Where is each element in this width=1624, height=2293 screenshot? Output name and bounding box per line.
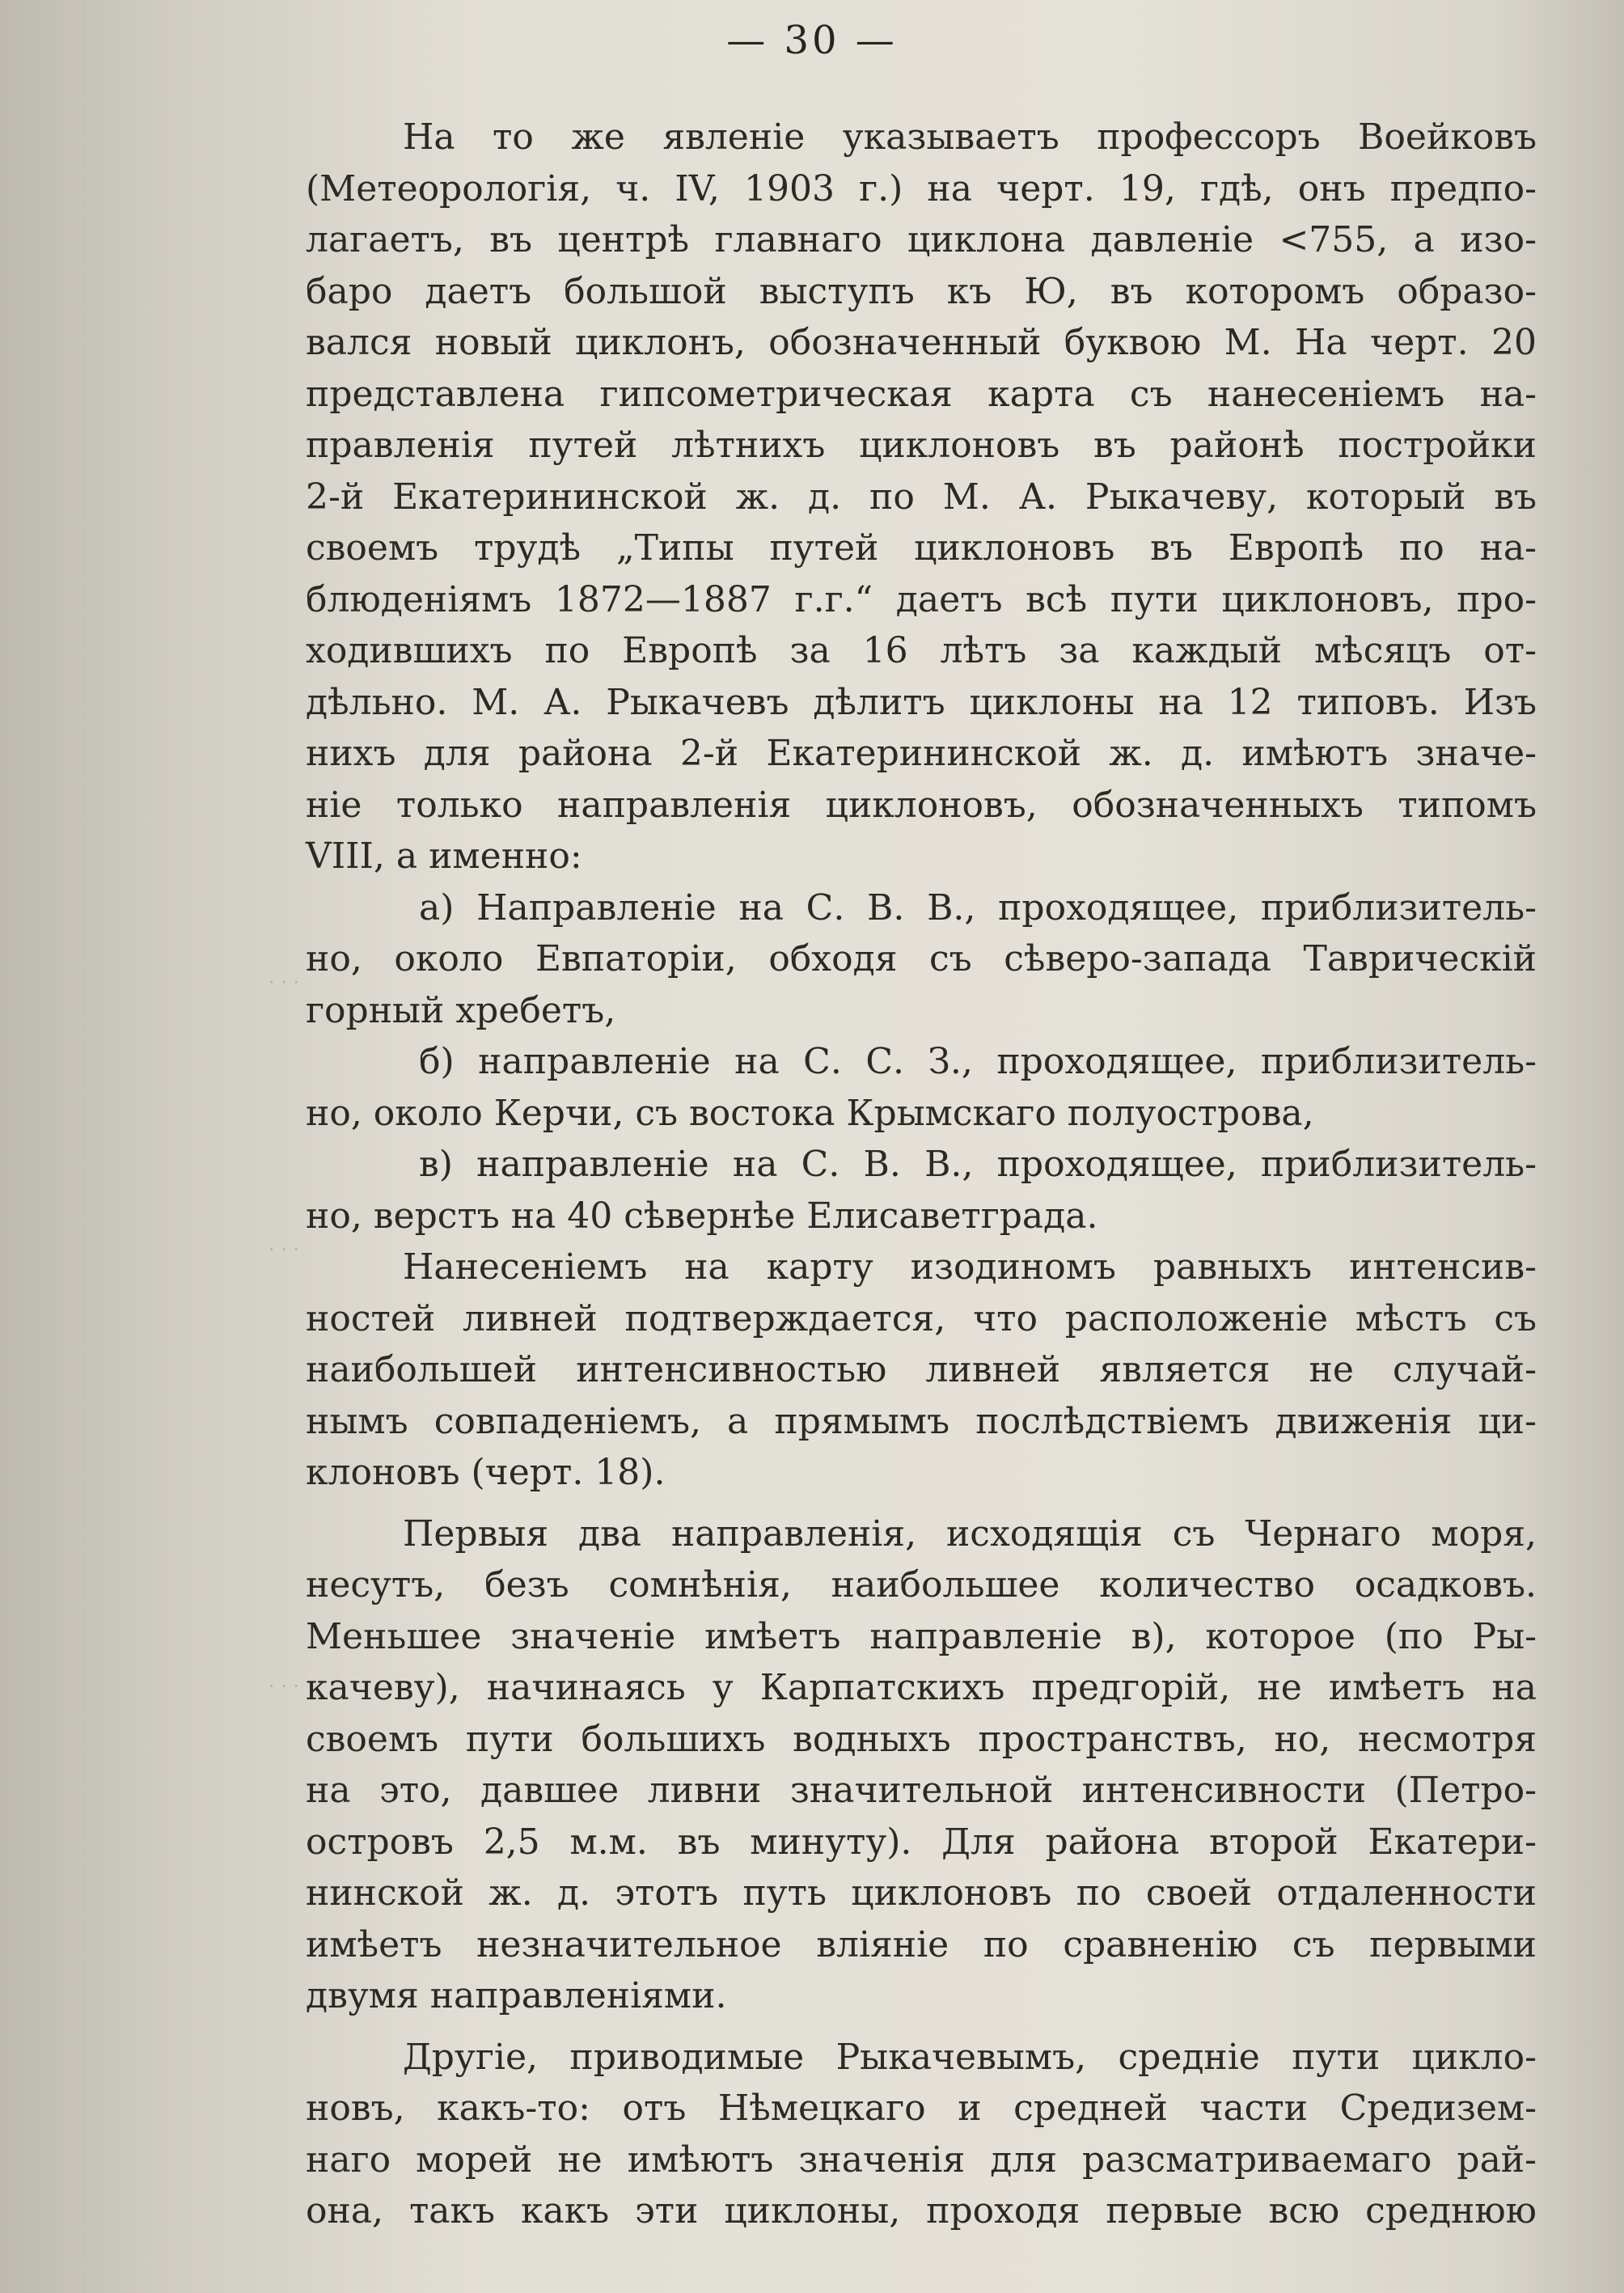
- bleed-through-mark: · · ·: [268, 1238, 299, 1261]
- text-line: Нанесеніемъ на карту изодиномъ равныхъ интенсив-: [403, 1246, 1537, 1288]
- text-line: своемъ трудѣ „Типы путей циклоновъ въ Европѣ по на-: [306, 527, 1537, 569]
- text-line: на это, давшее ливни значительной интенсивности (Петро-: [306, 1770, 1537, 1811]
- text-line: б) направленіе на С. С. З., проходящее, приблизитель-: [419, 1041, 1537, 1082]
- text-line: клоновъ (черт. 18).: [306, 1452, 666, 1493]
- text-line: 2-й Екатерининской ж. д. по М. А. Рыкачеву, который въ: [306, 476, 1537, 518]
- text-line: нинской ж. д. этотъ путь циклоновъ по своей отдаленности: [306, 1872, 1537, 1914]
- page-number: — 30 —: [726, 18, 898, 63]
- text-line: нихъ для района 2-й Екатерининской ж. д. имѣютъ значе-: [306, 733, 1537, 774]
- text-line: баро даетъ большой выступъ къ Ю, въ которомъ образо-: [306, 270, 1537, 312]
- text-line: правленія путей лѣтнихъ циклоновъ въ районѣ постройки: [306, 425, 1537, 466]
- text-line: в) направленіе на С. В. В., проходящее, приблизитель-: [419, 1144, 1537, 1185]
- text-line: Первыя два направленія, исходящія съ Чернаго моря,: [403, 1512, 1537, 1555]
- paragraph-7: [306, 2032, 1537, 2237]
- body-text: [306, 112, 1537, 2237]
- text-line: своемъ пути большихъ водныхъ пространствъ, но, несмотря: [306, 1718, 1537, 1760]
- paragraph-2: [306, 882, 1537, 1037]
- text-line: наибольшей интенсивностью ливней является не случай-: [306, 1349, 1537, 1390]
- text-line: На то же явленіе указываетъ профессоръ Воейковъ: [403, 116, 1537, 158]
- text-line: ніе только направленія циклоновъ, обозначенныхъ типомъ: [306, 784, 1537, 826]
- text-line: ностей ливней подтверждается, что расположеніе мѣстъ съ: [306, 1297, 1537, 1339]
- text-line: а) Направленіе на С. В. В., проходящее, приблизитель-: [419, 886, 1537, 929]
- paragraph-4: [306, 1139, 1537, 1242]
- bleed-through-mark: · · ·: [268, 971, 299, 994]
- text-line: имѣетъ незначительное вліяніе по сравненію съ первыми: [306, 1923, 1537, 1965]
- text-line: лагаетъ, въ центрѣ главнаго циклона давленіе <755, а изо-: [306, 219, 1537, 260]
- text-line: несутъ, безъ сомнѣнія, наибольшее количество осадковъ.: [306, 1564, 1537, 1606]
- text-line: Меньшее значеніе имѣетъ направленіе в), которое (по Ры-: [306, 1615, 1537, 1657]
- text-line: нымъ совпаденіемъ, а прямымъ послѣдствіемъ движенія ци-: [306, 1400, 1537, 1442]
- text-line: качеву), начинаясь у Карпатскихъ предгорій, не имѣетъ на: [306, 1667, 1537, 1708]
- text-line: представлена гипсометрическая карта съ нанесеніемъ на-: [306, 373, 1537, 415]
- text-line: но, верстъ на 40 сѣвернѣе Елисаветграда.: [306, 1195, 1098, 1237]
- text-line: наго морей не имѣютъ значенія для разсматриваемаго рай-: [306, 2139, 1537, 2181]
- text-line: VIII, а именно:: [306, 836, 582, 877]
- text-line: (Метеорологія, ч. IV, 1903 г.) на черт. 19, гдѣ, онъ предпо-: [306, 167, 1537, 209]
- text-line: островъ 2,5 м.м. въ минуту). Для района второй Екатери-: [306, 1821, 1537, 1863]
- text-line: Другіе, приводимые Рыкачевымъ, средніе пути цикло-: [403, 2036, 1537, 2078]
- text-line: дѣльно. М. А. Рыкачевъ дѣлитъ циклоны на 12 типовъ. Изъ: [306, 681, 1537, 723]
- text-line: блюденіямъ 1872—1887 г.г.“ даетъ всѣ пути циклоновъ, про-: [306, 578, 1537, 620]
- paragraph-6: [306, 1508, 1537, 2022]
- text-line: горный хребетъ,: [306, 989, 616, 1031]
- text-line: двумя направленіями.: [306, 1975, 727, 2016]
- text-line: вался новый циклонъ, обозначенный буквою М. На черт. 20: [306, 322, 1537, 363]
- paragraph-3: [306, 1036, 1537, 1139]
- text-line: новъ, какъ-то: отъ Нѣмецкаго и средней части Средизем-: [306, 2088, 1537, 2129]
- bleed-through-mark: · · ·: [268, 1675, 299, 1698]
- text-line: но, около Керчи, съ востока Крымскаго полуострова,: [306, 1092, 1314, 1134]
- text-line: но, около Евпаторіи, обходя съ сѣверо-запада Таврическій: [306, 938, 1537, 979]
- text-line: она, такъ какъ эти циклоны, проходя первые всю среднюю: [306, 2190, 1537, 2232]
- paragraph-1: [306, 112, 1537, 882]
- text-line: ходившихъ по Европѣ за 16 лѣтъ за каждый мѣсяцъ от-: [306, 630, 1537, 671]
- paragraph-5: [306, 1242, 1537, 1499]
